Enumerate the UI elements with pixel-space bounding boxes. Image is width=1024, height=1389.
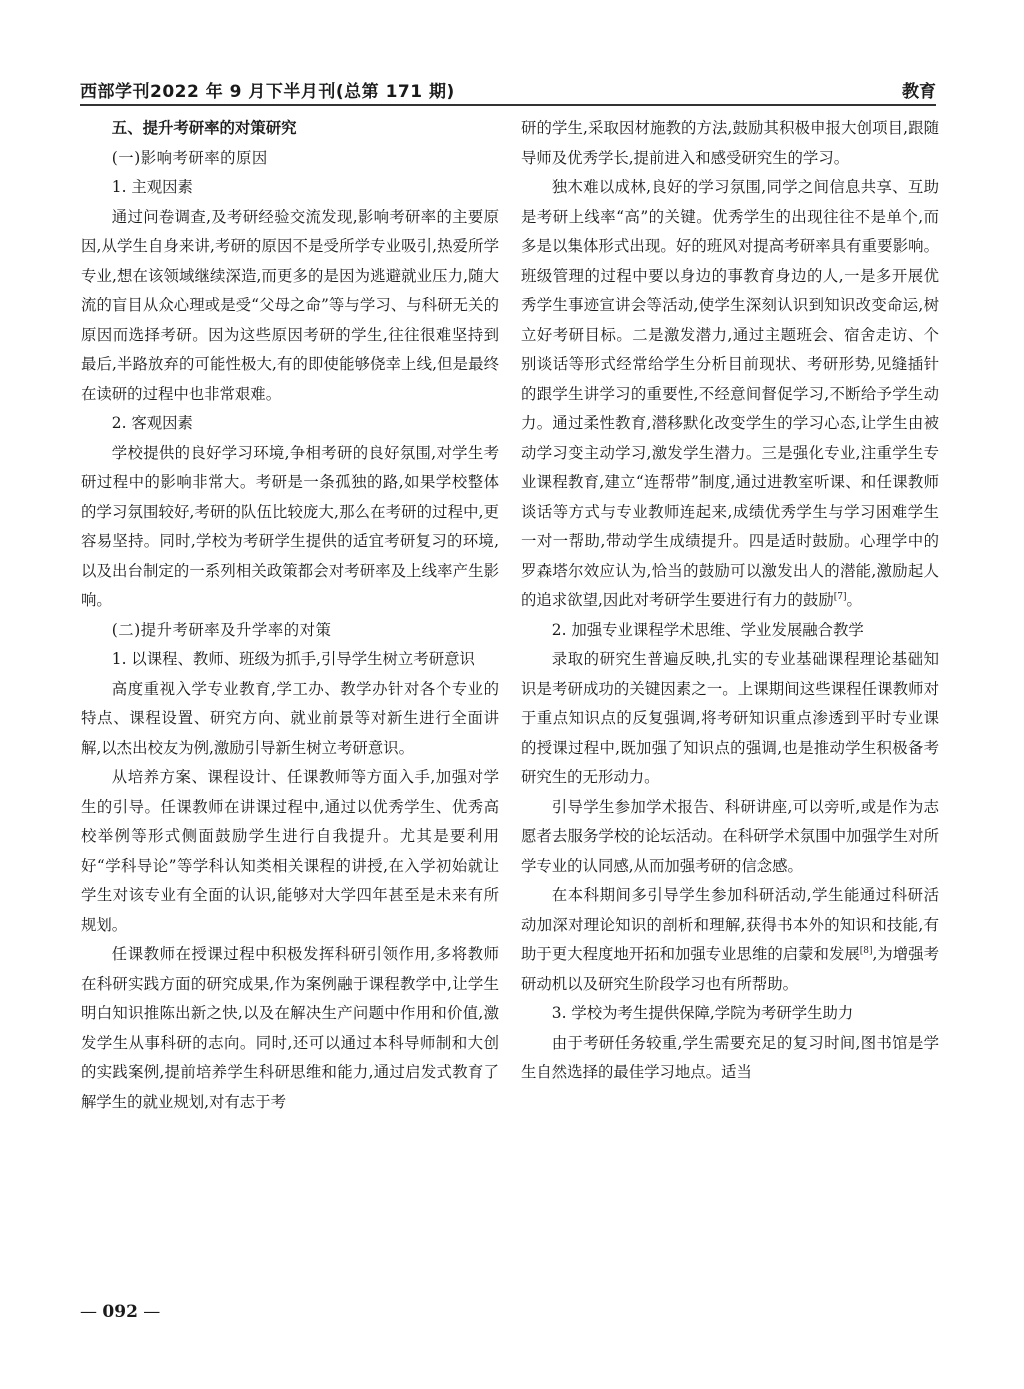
paragraph: 任课教师在授课过程中积极发挥科研引领作用,多将教师在科研实践方面的研究成果,作为案例融于课程教学中,让学生明白知识推陈出新之快,以及在解决生产问题中作用和价值,激发学生从事科研的志向。同时,还可以通过本科导师制和大创的实践案例,提前培养学生科研思维和能力,通过启发式教育了解学生的就业规划,对有志于考 xyxy=(81,945,499,1111)
right-column xyxy=(521,114,939,1088)
sub-heading: 2. 加强专业课程学术思维、学业发展融合教学 xyxy=(551,620,864,639)
journal-issue: 西部学刊2022 年 9 月下半月刊(总第 171 期) xyxy=(80,82,455,102)
left-column xyxy=(81,114,499,1117)
paragraph xyxy=(521,881,939,999)
paragraph-text: 独木难以成林,良好的学习氛围,同学之间信息共享、互助是考研上线率“高”的关键。优秀学生的出现往往不是单个,而多是以集体形式出现。好的班风对提高考研率具有重要影响。班级管理的过程中要以身边的事教育身边的人,一是多开展优秀学生事迹宣讲会等活动,使学生深刻认识到知识改变命运,树立好考研目标。二是激发潜力,通过主题班会、宿舍走访、个别谈话等形式经常给学生分析目前现状、考研形势,见缝插针的跟学生讲学习的重要性,不经意间督促学习,不断给予学生动力。通过柔性教育,潜移默化改变学生的学习心态,让学生由被动学习变主动学习,激发学生潜力。三是强化专业,注重学生专业课程教育,建立“连帮带”制度,通过进教室听课、和任课教师谈话等方式与专业教师连起来,成绩优秀学生与学习困难学生一对一帮助,带动学生成绩提升。四是适时鼓励。心理学中的罗森塔尔效应认为,恰当的鼓励可以激发出人的潜能,激励起人的追求欲望,因此对考研学生要进行有力的鼓励 xyxy=(521,178,939,609)
paragraph-continued: 研的学生,采取因材施教的方法,鼓励其积极申报大创项目,跟随导师及优秀学长,提前进入和感受研究生的学习。 xyxy=(521,119,939,167)
paragraph-end: 。 xyxy=(846,591,862,609)
sub-heading: 3. 学校为考生提供保障,学院为考研学生助力 xyxy=(551,1004,854,1022)
paragraph: 录取的研究生普遍反映,扎实的专业基础课程理论基础知识是考研成功的关键因素之一。上课期间这些课程任课教师对于重点知识点的反复强调,将考研知识重点渗透到平时专业课的授课过程中,既加强了知识点的强调,也是推动学生积极备考研究生的无形动力。 xyxy=(521,650,939,786)
paragraph-end: ,为增强考研动机以及研究生阶段学习也有所帮助。 xyxy=(521,945,939,993)
paragraph: 通过问卷调查,及考研经验交流发现,影响考研率的主要原因,从学生自身来讲,考研的原因不是受所学专业吸引,热爱所学专业,想在该领域继续深造,而更多的是因为逃避就业压力,随大流的盲目从众心理或是受“父母之命”等与学习、与科研无关的原因而选择考研。因为这些原因考研的学生,往往很难坚持到最后,半路放弃的可能性极大,有的即使能够侥幸上线,但是最终在读研的过程中也非常艰难。 xyxy=(81,207,499,403)
section-tag: 教育 xyxy=(902,82,936,102)
citation-ref: [7] xyxy=(833,591,847,602)
subsection-heading: (一)影响考研率的原因 xyxy=(111,148,268,167)
section-heading: 五、提升考研率的对策研究 xyxy=(111,119,297,137)
sub-heading: 1. 以课程、教师、班级为抓手,引导学生树立考研意识 xyxy=(111,650,475,668)
subsection-heading: (二)提升考研率及升学率的对策 xyxy=(111,620,332,639)
sub-heading: 1. 主观因素 xyxy=(111,178,193,196)
page-number: — 092 — xyxy=(80,1302,161,1322)
paragraph: 学校提供的良好学习环境,争相考研的良好氛围,对学生考研过程中的影响非常大。考研是一条孤独的路,如果学校整体的学习氛围较好,考研的队伍比较庞大,那么在考研的过程中,更容易坚持。同时,学校为考研学生提供的适宜考研复习的环境,以及出台制定的一系列相关政策都会对考研率及上线率产生影响。 xyxy=(81,443,499,609)
paragraph: 高度重视入学专业教育,学工办、教学办针对各个专业的特点、课程设置、研究方向、就业前景等对新生进行全面讲解,以杰出校友为例,激励引导新生树立考研意识。 xyxy=(81,679,499,757)
citation-ref: [8] xyxy=(859,945,873,956)
paragraph-text: 在本科期间多引导学生参加科研活动,学生能通过科研活动加深对理论知识的剖析和理解,获得书本外的知识和技能,有助于更大程度地开拓和加强专业思维的启蒙和发展 xyxy=(521,886,939,963)
sub-heading: 2. 客观因素 xyxy=(111,414,193,432)
paragraph: 由于考研任务较重,学生需要充足的复习时间,图书馆是学生自然选择的最佳学习地点。适当 xyxy=(521,1033,939,1081)
paragraph: 引导学生参加学术报告、科研讲座,可以旁听,或是作为志愿者去服务学校的论坛活动。在科研学术氛围中加强学生对所学专业的认同感,从而加强考研的信念感。 xyxy=(521,797,939,875)
paragraph xyxy=(521,173,939,616)
paragraph: 从培养方案、课程设计、任课教师等方面入手,加强对学生的引导。任课教师在讲课过程中,通过以优秀学生、优秀高校举例等形式侧面鼓励学生进行自我提升。尤其是要利用好“学科导论”等学科认知类相关课程的讲授,在入学初始就让学生对该专业有全面的认识,能够对大学四年甚至是未来有所规划。 xyxy=(81,768,499,934)
page-number-value: 092 xyxy=(102,1302,138,1322)
running-header xyxy=(80,72,936,102)
header-rule xyxy=(80,104,936,106)
